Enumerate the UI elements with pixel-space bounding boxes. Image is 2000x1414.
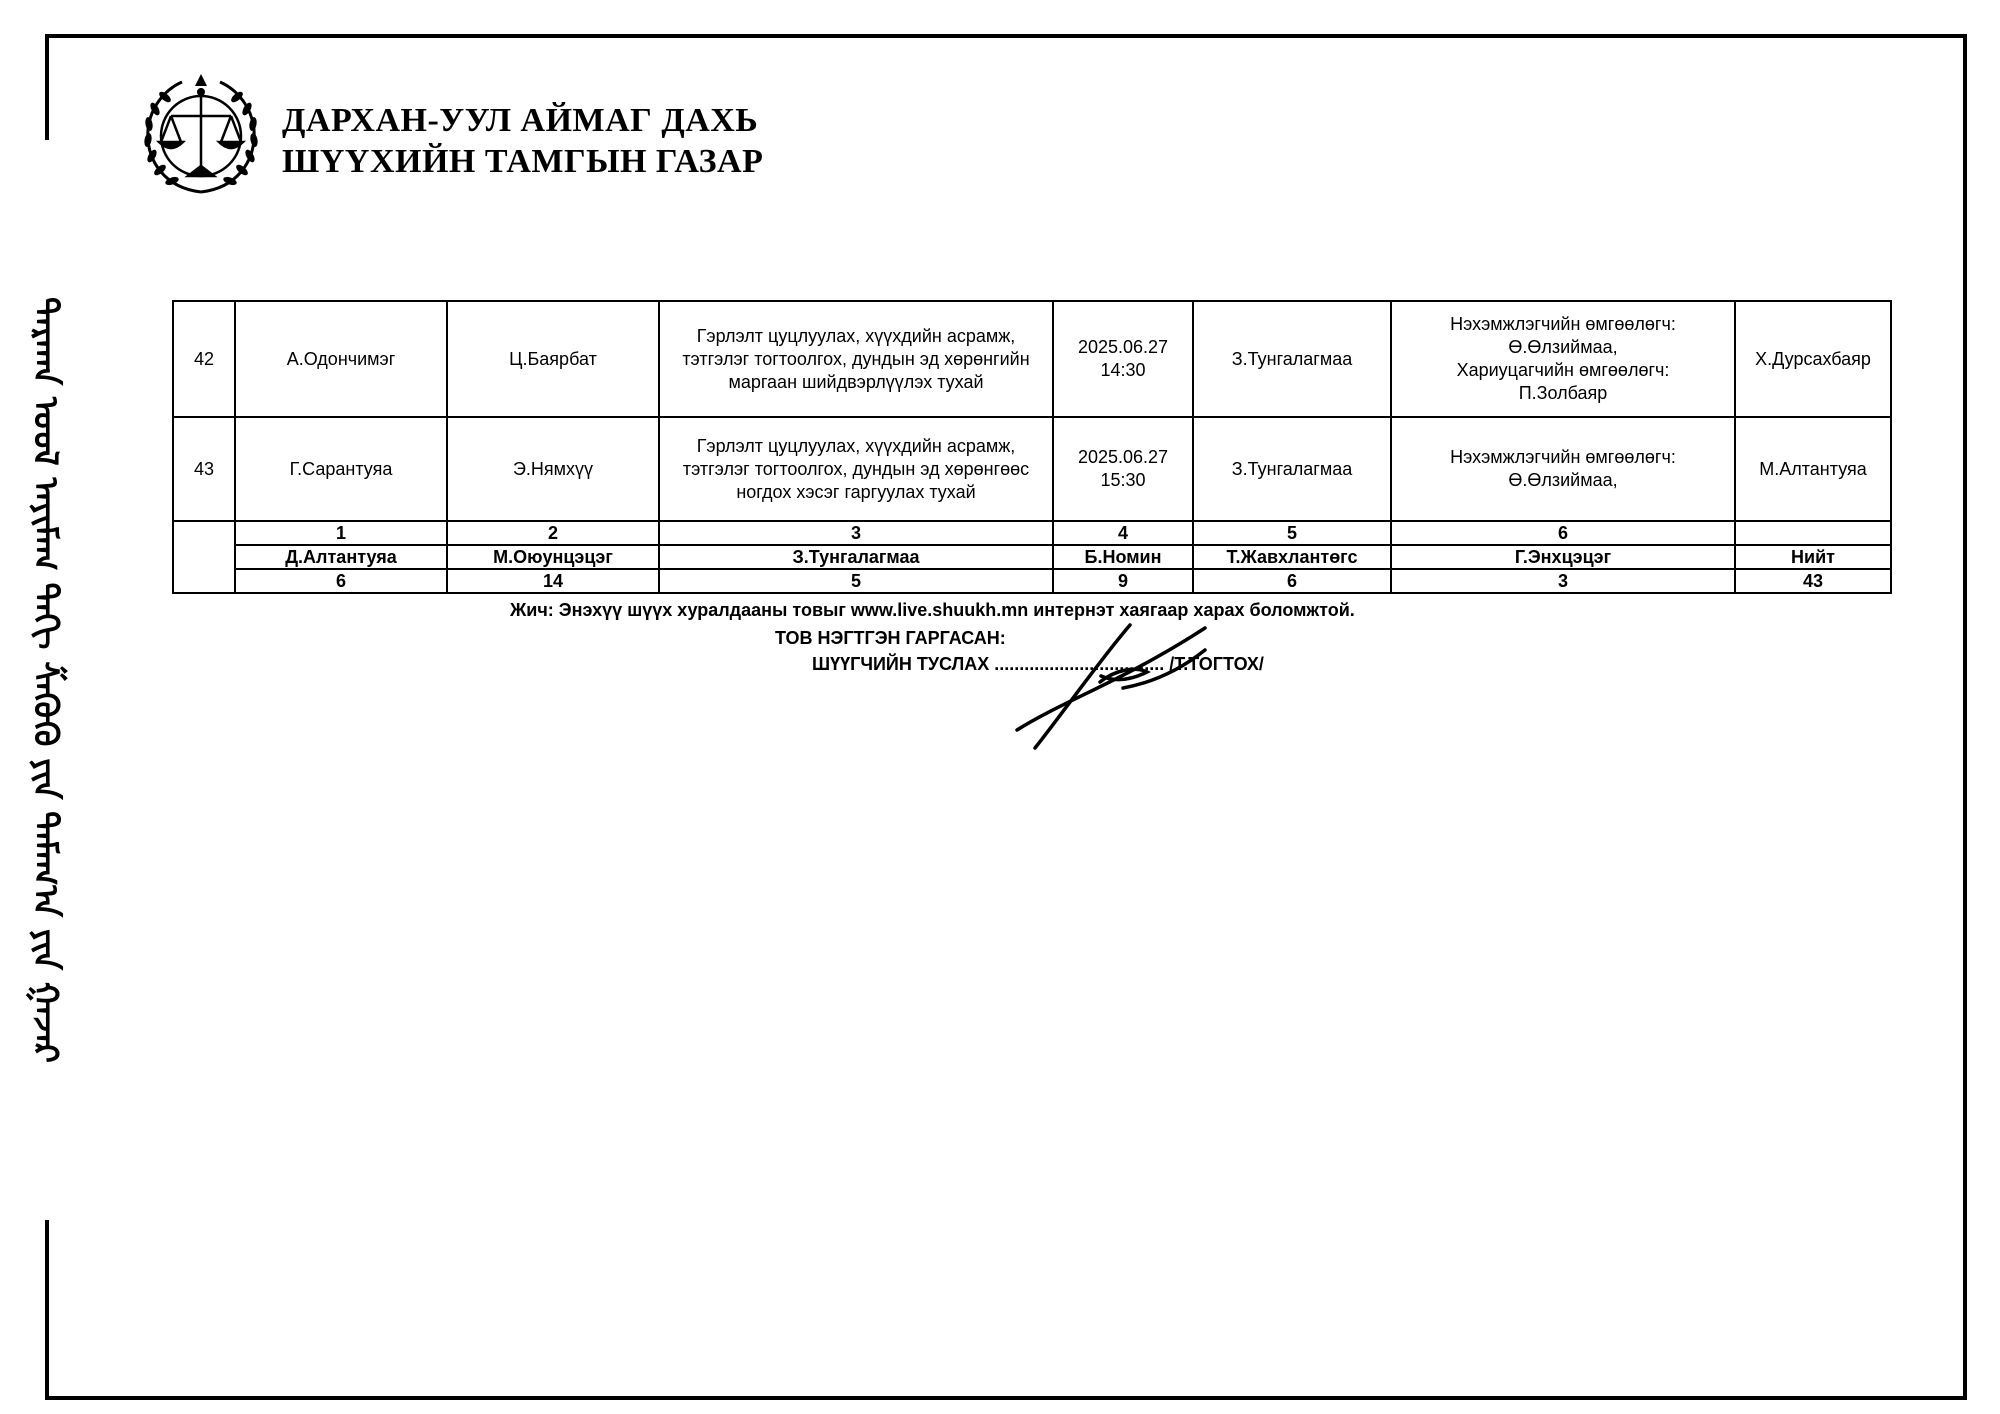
summary-count-row — [173, 569, 1891, 593]
summary-count: 6 — [1193, 569, 1391, 593]
summary-count: 5 — [659, 569, 1053, 593]
summary-number: 1 — [235, 521, 447, 545]
summary-count: 3 — [1391, 569, 1735, 593]
summary-judge-name: Г.Энхцэцэг — [1391, 545, 1735, 569]
summary-number: 2 — [447, 521, 659, 545]
hearing-date: 2025.06.27 — [1077, 337, 1169, 357]
judge-name: З.Тунгалагмаа — [1193, 417, 1391, 521]
plaintiff-name: Г.Сарантуяа — [235, 417, 447, 521]
summary-number: 3 — [659, 521, 1053, 545]
case-number: 42 — [173, 301, 235, 417]
summary-count: 14 — [447, 569, 659, 593]
organization-name-line-1: ДАРХАН-УУЛ АЙМАГ ДАХЬ — [282, 102, 759, 139]
signature-dots: .................................. — [994, 654, 1165, 674]
hearing-time: 14:30 — [1100, 360, 1146, 380]
summary-judge-name: М.Оюунцэцэг — [447, 545, 659, 569]
summary-count: 9 — [1053, 569, 1193, 593]
summary-total-label: Нийт — [1735, 545, 1891, 569]
summary-number — [1735, 521, 1891, 545]
claim-description: Гэрлэлт цуцлуулах, хүүхдийн асрамж, тэтгэлэг тогтоолгох, дундын эд хөрөнгийн маргаан шийдвэрлүүлэх тухай — [659, 301, 1053, 417]
summary-count: 6 — [235, 569, 447, 593]
table-row — [173, 301, 1891, 417]
summary-name-row — [173, 545, 1891, 569]
summary-judge-name: Т.Жавхлантөгс — [1193, 545, 1391, 569]
representative-line: Ө.Өлзиймаа, — [1508, 470, 1618, 490]
summary-judge-name: З.Тунгалагмаа — [659, 545, 1053, 569]
hearing-date: 2025.06.27 — [1077, 447, 1169, 467]
organization-name-line-2: ШҮҮХИЙН ТАМГЫН ГАЗАР — [282, 143, 764, 180]
hearing-datetime — [1053, 417, 1193, 521]
footnote: Жич: Энэхүү шүүх хуралдааны товыг www.live.shuukh.mn интернэт хаягаар харах боломжтой. — [510, 600, 1355, 620]
summary-number: 4 — [1053, 521, 1193, 545]
claim-description: Гэрлэлт цуцлуулах, хүүхдийн асрамж, тэтгэлэг тогтоолгох, дундын эд хөрөнгөөс ногдох хэсэг гаргуулах тухай — [659, 417, 1053, 521]
plaintiff-name: А.Одончимэг — [235, 301, 447, 417]
handwritten-signature — [1005, 600, 1265, 750]
representative-line: Нэхэмжлэгчийн өмгөөлөгч: — [1450, 314, 1676, 334]
summary-number: 6 — [1391, 521, 1735, 545]
secretary-name: М.Алтантуяа — [1735, 417, 1891, 521]
judge-name: З.Тунгалагмаа — [1193, 301, 1391, 417]
organization-name — [282, 100, 763, 182]
side-mongolian-script — [10, 140, 80, 1220]
summary-judge-name: Б.Номин — [1053, 545, 1193, 569]
side-mongolian-text: ᠳᠠᠷᠬᠠᠨ ᠤᠤᠯ ᠠᠶᠢᠮᠠᠭ ᠲᠠᠬᠢ ᠱᠡᠭᠦᠬᠦ ᠶᠢᠨ ᠲᠠᠮᠠᠭ᠎ᠠ ᠶᠢᠨ ᠭᠠᠵᠠᠷ — [25, 297, 65, 1063]
representative-line: Хариуцагчийн өмгөөлөгч: — [1456, 360, 1670, 380]
table-row — [173, 417, 1891, 521]
summary-blank-cell — [173, 521, 235, 593]
representative-line: Ө.Өлзиймаа, — [1508, 337, 1618, 357]
clerk-name: /Т.ТОГТОХ/ — [1169, 654, 1264, 674]
summary-number: 5 — [1193, 521, 1391, 545]
representatives — [1391, 417, 1735, 521]
defendant-name: Э.Нямхүү — [447, 417, 659, 521]
scales-of-justice-emblem-icon — [138, 70, 264, 204]
secretary-name: Х.Дурсахбаяр — [1735, 301, 1891, 417]
hearing-datetime — [1053, 301, 1193, 417]
summary-judge-name: Д.Алтантуяа — [235, 545, 447, 569]
summary-total-count: 43 — [1735, 569, 1891, 593]
summary-number-row — [173, 521, 1891, 545]
hearing-time: 15:30 — [1100, 470, 1146, 490]
case-number: 43 — [173, 417, 235, 521]
hearing-schedule-table — [172, 300, 1892, 594]
defendant-name: Ц.Баярбат — [447, 301, 659, 417]
issuer-label: ТОВ НЭГТГЭН ГАРГАСАН: — [775, 628, 1006, 648]
representatives — [1391, 301, 1735, 417]
clerk-title: ШҮҮГЧИЙН ТУСЛАХ — [812, 654, 990, 674]
representative-line: Нэхэмжлэгчийн өмгөөлөгч: — [1450, 447, 1676, 467]
representative-line: П.Золбаяр — [1518, 383, 1608, 403]
